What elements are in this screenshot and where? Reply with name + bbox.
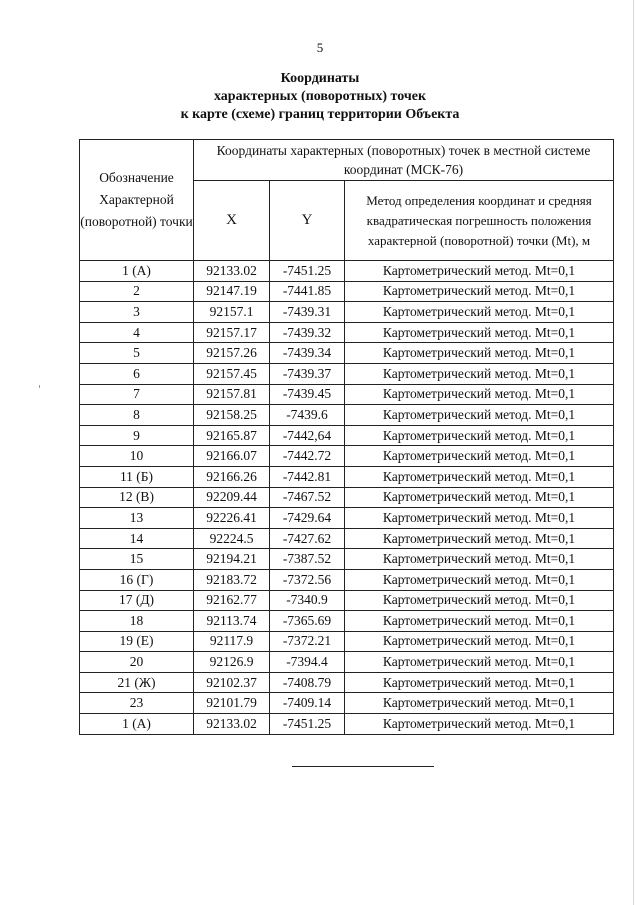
document-title — [0, 70, 640, 124]
x-cell: 92183.72 — [194, 569, 270, 590]
method-cell: Картометрический метод. Mt=0,1 — [345, 322, 614, 343]
table-row — [80, 611, 614, 632]
x-cell: 92157.26 — [194, 343, 270, 364]
method-cell: Картометрический метод. Mt=0,1 — [345, 363, 614, 384]
y-cell: -7427.62 — [270, 528, 345, 549]
y-cell: -7439.31 — [270, 302, 345, 323]
y-cell: -7451.25 — [270, 261, 345, 282]
x-cell: 92209.44 — [194, 487, 270, 508]
x-cell: 92224.5 — [194, 528, 270, 549]
x-cell: 92165.87 — [194, 425, 270, 446]
title-line-3: к карте (схеме) границ территории Объекта — [180, 107, 460, 122]
method-cell: Картометрический метод. Mt=0,1 — [345, 631, 614, 652]
x-cell: 92157.45 — [194, 363, 270, 384]
x-cell: 92162.77 — [194, 590, 270, 611]
header-designation: Обозначение Характерной (поворотной) точки — [80, 140, 194, 261]
method-cell: Картометрический метод. Mt=0,1 — [345, 611, 614, 632]
y-cell: -7365.69 — [270, 611, 345, 632]
x-cell: 92102.37 — [194, 672, 270, 693]
method-cell: Картометрический метод. Mt=0,1 — [345, 528, 614, 549]
point-cell: 15 — [80, 549, 194, 570]
y-cell: -7372.21 — [270, 631, 345, 652]
point-cell: 19 (Е) — [80, 631, 194, 652]
y-cell: -7439.34 — [270, 343, 345, 364]
table-row — [80, 652, 614, 673]
point-cell: 4 — [80, 322, 194, 343]
point-cell: 18 — [80, 611, 194, 632]
table-row — [80, 343, 614, 364]
y-cell: -7439.6 — [270, 405, 345, 426]
method-cell: Картометрический метод. Mt=0,1 — [345, 714, 614, 735]
table-row — [80, 714, 614, 735]
y-cell: -7394.4 — [270, 652, 345, 673]
point-cell: 2 — [80, 281, 194, 302]
y-cell: -7467.52 — [270, 487, 345, 508]
point-cell: 5 — [80, 343, 194, 364]
point-cell: 16 (Г) — [80, 569, 194, 590]
method-cell: Картометрический метод. Mt=0,1 — [345, 508, 614, 529]
method-cell: Картометрический метод. Mt=0,1 — [345, 549, 614, 570]
table-row — [80, 446, 614, 467]
x-cell: 92157.17 — [194, 322, 270, 343]
x-cell: 92117.9 — [194, 631, 270, 652]
point-cell: 1 (А) — [80, 714, 194, 735]
y-cell: -7439.32 — [270, 322, 345, 343]
method-cell: Картометрический метод. Mt=0,1 — [345, 405, 614, 426]
point-cell: 13 — [80, 508, 194, 529]
x-cell: 92133.02 — [194, 261, 270, 282]
point-cell: 3 — [80, 302, 194, 323]
method-cell: Картометрический метод. Mt=0,1 — [345, 281, 614, 302]
point-cell: 6 — [80, 363, 194, 384]
y-cell: -7439.37 — [270, 363, 345, 384]
table-row — [80, 487, 614, 508]
table-body — [80, 261, 614, 735]
title-line-2: характерных (поворотных) точек — [213, 89, 427, 104]
point-cell: 21 (Ж) — [80, 672, 194, 693]
method-cell: Картометрический метод. Mt=0,1 — [345, 693, 614, 714]
table-row — [80, 281, 614, 302]
method-cell: Картометрический метод. Mt=0,1 — [345, 487, 614, 508]
x-cell: 92226.41 — [194, 508, 270, 529]
method-cell: Картометрический метод. Mt=0,1 — [345, 261, 614, 282]
table-row — [80, 693, 614, 714]
x-cell: 92157.1 — [194, 302, 270, 323]
table-row — [80, 363, 614, 384]
y-cell: -7442.81 — [270, 466, 345, 487]
point-cell: 23 — [80, 693, 194, 714]
method-cell: Картометрический метод. Mt=0,1 — [345, 569, 614, 590]
method-cell: Картометрический метод. Mt=0,1 — [345, 343, 614, 364]
end-rule — [292, 766, 434, 767]
method-cell: Картометрический метод. Mt=0,1 — [345, 384, 614, 405]
method-cell: Картометрический метод. Mt=0,1 — [345, 466, 614, 487]
table-row — [80, 528, 614, 549]
x-cell: 92126.9 — [194, 652, 270, 673]
table-row — [80, 466, 614, 487]
method-cell: Картометрический метод. Mt=0,1 — [345, 590, 614, 611]
x-cell: 92166.26 — [194, 466, 270, 487]
x-cell: 92157.81 — [194, 384, 270, 405]
title-line-1: Координаты — [280, 71, 360, 86]
y-cell: -7409.14 — [270, 693, 345, 714]
y-cell: -7441.85 — [270, 281, 345, 302]
method-cell: Картометрический метод. Mt=0,1 — [345, 672, 614, 693]
point-cell: 1 (А) — [80, 261, 194, 282]
table-row — [80, 672, 614, 693]
point-cell: 14 — [80, 528, 194, 549]
point-cell: 11 (Б) — [80, 466, 194, 487]
header-coordinates: Координаты характерных (поворотных) точек в местной системе координат (МСК-76) — [194, 140, 614, 181]
table-row — [80, 569, 614, 590]
table-row — [80, 631, 614, 652]
method-cell: Картометрический метод. Mt=0,1 — [345, 446, 614, 467]
header-x: X — [194, 181, 270, 261]
table-row — [80, 302, 614, 323]
x-cell: 92158.25 — [194, 405, 270, 426]
y-cell: -7340.9 — [270, 590, 345, 611]
point-cell: 7 — [80, 384, 194, 405]
y-cell: -7408.79 — [270, 672, 345, 693]
x-cell: 92166.07 — [194, 446, 270, 467]
point-cell: 8 — [80, 405, 194, 426]
x-cell: 92147.19 — [194, 281, 270, 302]
y-cell: -7442,64 — [270, 425, 345, 446]
coordinates-table — [79, 139, 614, 735]
point-cell: 10 — [80, 446, 194, 467]
table-row — [80, 322, 614, 343]
page-number: 5 — [316, 40, 324, 55]
point-cell: 9 — [80, 425, 194, 446]
x-cell: 92113.74 — [194, 611, 270, 632]
y-cell: -7387.52 — [270, 549, 345, 570]
table-row — [80, 549, 614, 570]
header-y: Y — [270, 181, 345, 261]
y-cell: -7451.25 — [270, 714, 345, 735]
method-cell: Картометрический метод. Mt=0,1 — [345, 652, 614, 673]
x-cell: 92133.02 — [194, 714, 270, 735]
method-cell: Картометрический метод. Mt=0,1 — [345, 425, 614, 446]
y-cell: -7439.45 — [270, 384, 345, 405]
y-cell: -7372.56 — [270, 569, 345, 590]
y-cell: -7442.72 — [270, 446, 345, 467]
table-row — [80, 384, 614, 405]
y-cell: -7429.64 — [270, 508, 345, 529]
point-cell: 17 (Д) — [80, 590, 194, 611]
table-row — [80, 590, 614, 611]
point-cell: 20 — [80, 652, 194, 673]
scan-mark — [39, 385, 40, 388]
header-method: Метод определения координат и средняя квадратическая погрешность положения характерной (поворотной) точки (Mt), м — [345, 181, 614, 261]
table-row — [80, 261, 614, 282]
method-cell: Картометрический метод. Mt=0,1 — [345, 302, 614, 323]
x-cell: 92194.21 — [194, 549, 270, 570]
table-row — [80, 405, 614, 426]
table-row — [80, 425, 614, 446]
scan-edge-line — [633, 0, 634, 905]
x-cell: 92101.79 — [194, 693, 270, 714]
table-row — [80, 508, 614, 529]
point-cell: 12 (В) — [80, 487, 194, 508]
